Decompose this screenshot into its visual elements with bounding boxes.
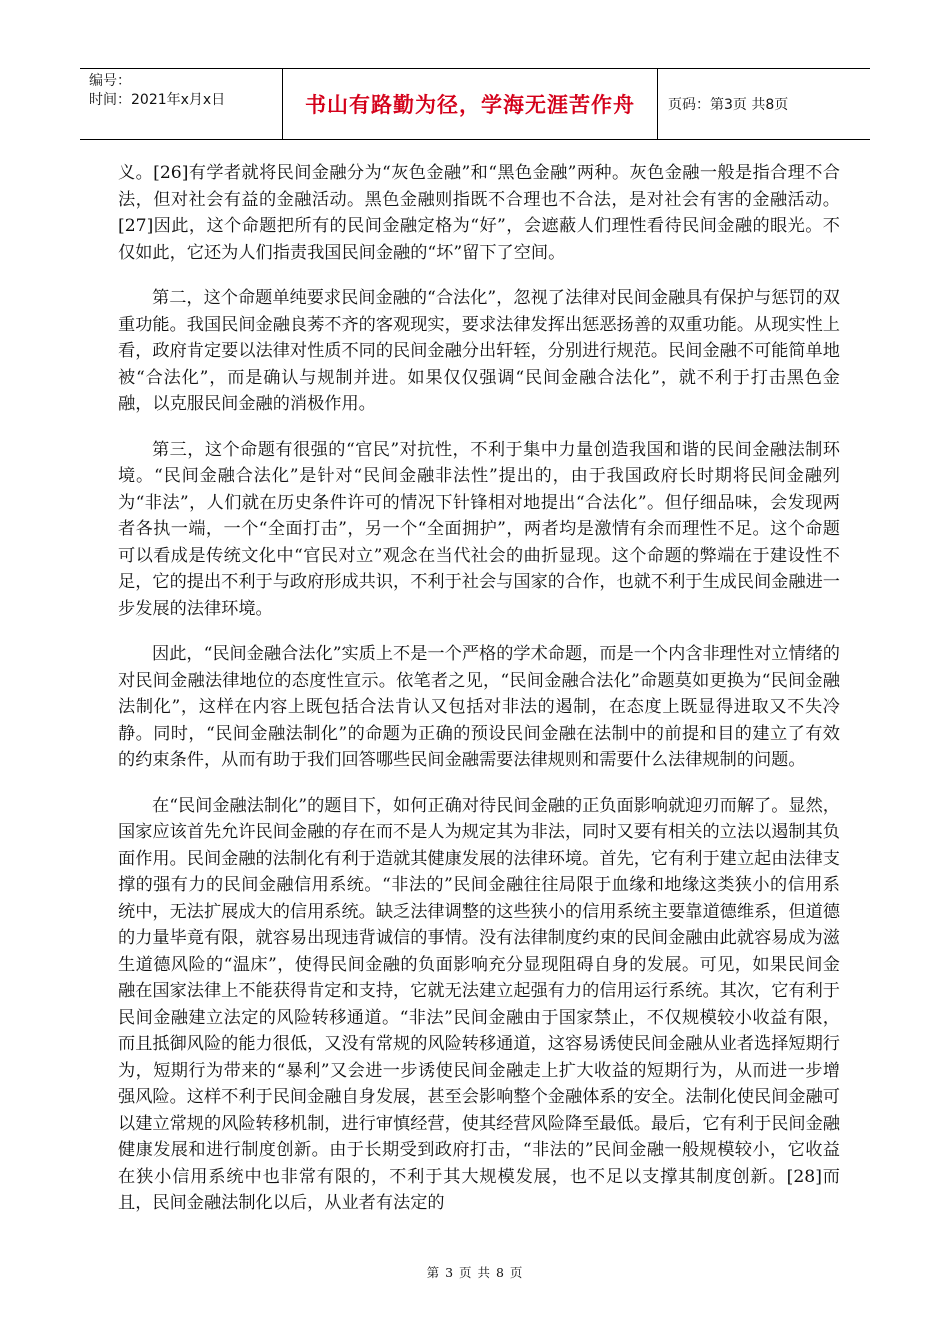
body-paragraph: 第三，这个命题有很强的“官民”对抗性，不利于集中力量创造我国和谐的民间金融法制环境。“民间金融合法化”是针对“民间金融非法性”提出的，由于我国政府长时期将民间金融列为“非法”，人们就在历史条件许可的情况下针锋相对地提出“合法化”。但仔细品味，会发现两者各执一端，一个“全面打击”，另一个“全面拥护”，两者均是激情有余而理性不足。这个命题可以看成是传统文化中“官民对立”观念在当代社会的曲折显现。这个命题的弊端在于建设性不足，它的提出不利于与政府形成共识，不利于社会与国家的合作，也就不利于生成民间金融进一步发展的法律环境。	[118, 439, 840, 619]
body-paragraph: 第二，这个命题单纯要求民间金融的“合法化”，忽视了法律对民间金融具有保护与惩罚的双重功能。我国民间金融良莠不齐的客观现实，要求法律发挥出惩恶扬善的双重功能。从现实性上看，政府肯定要以法律对性质不同的民间金融分出轩轾，分别进行规范。民间金融不可能简单地被“合法化”，而是确认与规制并进。如果仅仅强调“民间金融合法化”，就不利于打击黑色金融，以克服民间金融的消极作用。	[118, 288, 840, 414]
document-number-label: 编号：	[89, 73, 131, 89]
document-body	[118, 160, 840, 1236]
header-page-info: 页码：第3页 共8页	[668, 97, 789, 113]
header-motto: 书山有路勤为径，学海无涯苦作舟	[283, 69, 658, 139]
body-paragraph: 义。[26]有学者就将民间金融分为“灰色金融”和“黑色金融”两种。灰色金融一般是指合理不合法，但对社会有益的金融活动。黑色金融则指既不合理也不合法，是对社会有害的金融活动。[27]因此，这个命题把所有的民间金融定格为“好”，会遮蔽人们理性看待民间金融的眼光。不仅如此，它还为人们指责我国民间金融的“坏”留下了空间。	[118, 163, 840, 263]
page-footer: 第 3 页 共 8 页	[426, 1265, 524, 1280]
body-paragraph: 因此，“民间金融合法化”实质上不是一个严格的学术命题，而是一个内含非理性对立情绪的对民间金融法律地位的态度性宣示。依笔者之见，“民间金融合法化”命题莫如更换为“民间金融法制化”，这样在内容上既包括合法肯认又包括对非法的遏制，在态度上既显得进取又不失冷静。同时，“民间金融法制化”的命题为正确的预设民间金融在法制中的前提和目的建立了有效的约束条件，从而有助于我们回答哪些民间金融需要法律规则和需要什么法律规制的问题。	[118, 644, 840, 770]
header-meta	[80, 69, 283, 139]
document-time-label: 时间：2021年x月x日	[89, 92, 226, 108]
page-header	[80, 68, 870, 140]
body-paragraph: 在“民间金融法制化”的题目下，如何正确对待民间金融的正负面影响就迎刃而解了。显然，国家应该首先允许民间金融的存在而不是人为规定其为非法，同时又要有相关的立法以遏制其负面作用。民间金融的法制化有利于造就其健康发展的法律环境。首先，它有利于建立起由法律支撑的强有力的民间金融信用系统。“非法的”民间金融往往局限于血缘和地缘这类狭小的信用系统中，无法扩展成大的信用系统。缺乏法律调整的这些狭小的信用系统主要靠道德维系，但道德的力量毕竟有限，就容易出现违背诚信的事情。没有法律制度约束的民间金融由此就容易成为滋生道德风险的“温床”，使得民间金融的负面影响充分显现阻碍自身的发展。可见，如果民间金融在国家法律上不能获得肯定和支持，它就无法建立起强有力的信用运行系统。其次，它有利于民间金融建立法定的风险转移通道。“非法”民间金融由于国家禁止，不仅规模较小收益有限，而且抵御风险的能力很低，又没有常规的风险转移通道，这容易诱使民间金融从业者选择短期行为，短期行为带来的“暴利”又会进一步诱使民间金融走上扩大收益的短期行为，从而进一步增强风险。这样不利于民间金融自身发展，甚至会影响整个金融体系的安全。法制化使民间金融可以建立常规的风险转移机制，进行审慎经营，使其经营风险降至最低。最后，它有利于民间金融健康发展和进行制度创新。由于长期受到政府打击，“非法的”民间金融一般规模较小，它收益在狭小信用系统中也非常有限的，不利于其大规模发展，也不足以支撑其制度创新。[28]而且，民间金融法制化以后，从业者有法定的	[118, 795, 840, 1213]
